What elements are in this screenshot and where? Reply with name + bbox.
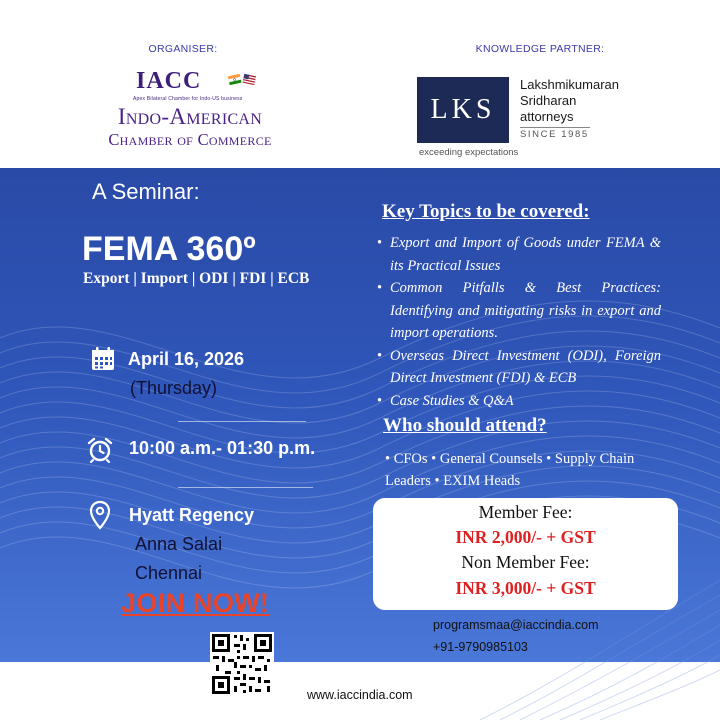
venue-city: Chennai [135,563,203,583]
join-now-link[interactable]: JOIN NOW! [121,588,270,618]
lks-name-line1: Lakshmikumaran [520,77,619,92]
audience-list: • CFOs • General Counsels • Supply Chain Leaders • EXIM Heads [385,451,635,489]
list-item: • Overseas Direct Investment (ODI), Foreign Direct Investment (FDI) & ECB [377,347,661,386]
divider [178,487,313,488]
venue-street: Anna Salai [135,534,223,554]
lks-name [520,77,619,125]
lks-since: SINCE 1985 [520,129,589,140]
location-pin-icon [89,500,111,530]
iacc-logo-mark: IACC [136,68,202,94]
contact-email[interactable]: programsmaa@iaccindia.com [433,618,599,632]
member-fee-value: INR 2,000/- + GST [455,527,596,547]
lks-name-line2: Sridharan [520,93,577,108]
qr-code[interactable] [210,632,274,696]
event-subtitle: Export | Import | ODI | FDI | ECB [83,270,310,287]
who-should-attend-heading: Who should attend? [383,415,547,436]
seminar-intro: A Seminar: [92,179,200,204]
event-date: April 16, 2026 [128,349,245,369]
calendar-icon [90,346,116,372]
event-time: 10:00 a.m.- 01:30 p.m. [129,438,316,458]
contact-phone[interactable]: +91-9790985103 [433,640,528,654]
divider [178,421,306,422]
website-link[interactable]: www.iaccindia.com [307,688,413,702]
member-fee-label: Member Fee: [478,502,573,522]
non-member-fee-value: INR 3,000/- + GST [455,578,596,598]
iacc-tagline: Apex Bilateral Chamber for Indo-US business [133,96,243,102]
venue-name: Hyatt Regency [129,505,255,525]
fee-card [373,498,678,610]
key-topics-heading: Key Topics to be covered: [382,201,590,222]
knowledge-partner-label: KNOWLEDGE PARTNER: [475,43,605,55]
iacc-name-line2: Chamber of Commerce [108,130,272,149]
lks-name-line3: attorneys [520,109,574,124]
iacc-name-line1: Indo-American [117,104,263,129]
organiser-label: ORGANISER: [148,43,218,55]
list-item: • Export and Import of Goods under FEMA & its Practical Issues [377,235,661,274]
topics-list [377,232,661,412]
lks-slogan: exceeding expectations [419,147,519,158]
event-title: FEMA 360º [82,230,256,268]
event-day: (Thursday) [130,378,218,398]
list-item: • Common Pitfalls & Best Practices: Identifying and mitigating risks in export and import operations. [377,280,661,341]
alarm-clock-icon [86,436,114,464]
lks-logo-mark: LKS [417,77,509,143]
indo-us-flags-icon [228,71,256,91]
list-item: • Case Studies & Q&A [377,392,514,409]
non-member-fee-label: Non Member Fee: [461,552,590,572]
